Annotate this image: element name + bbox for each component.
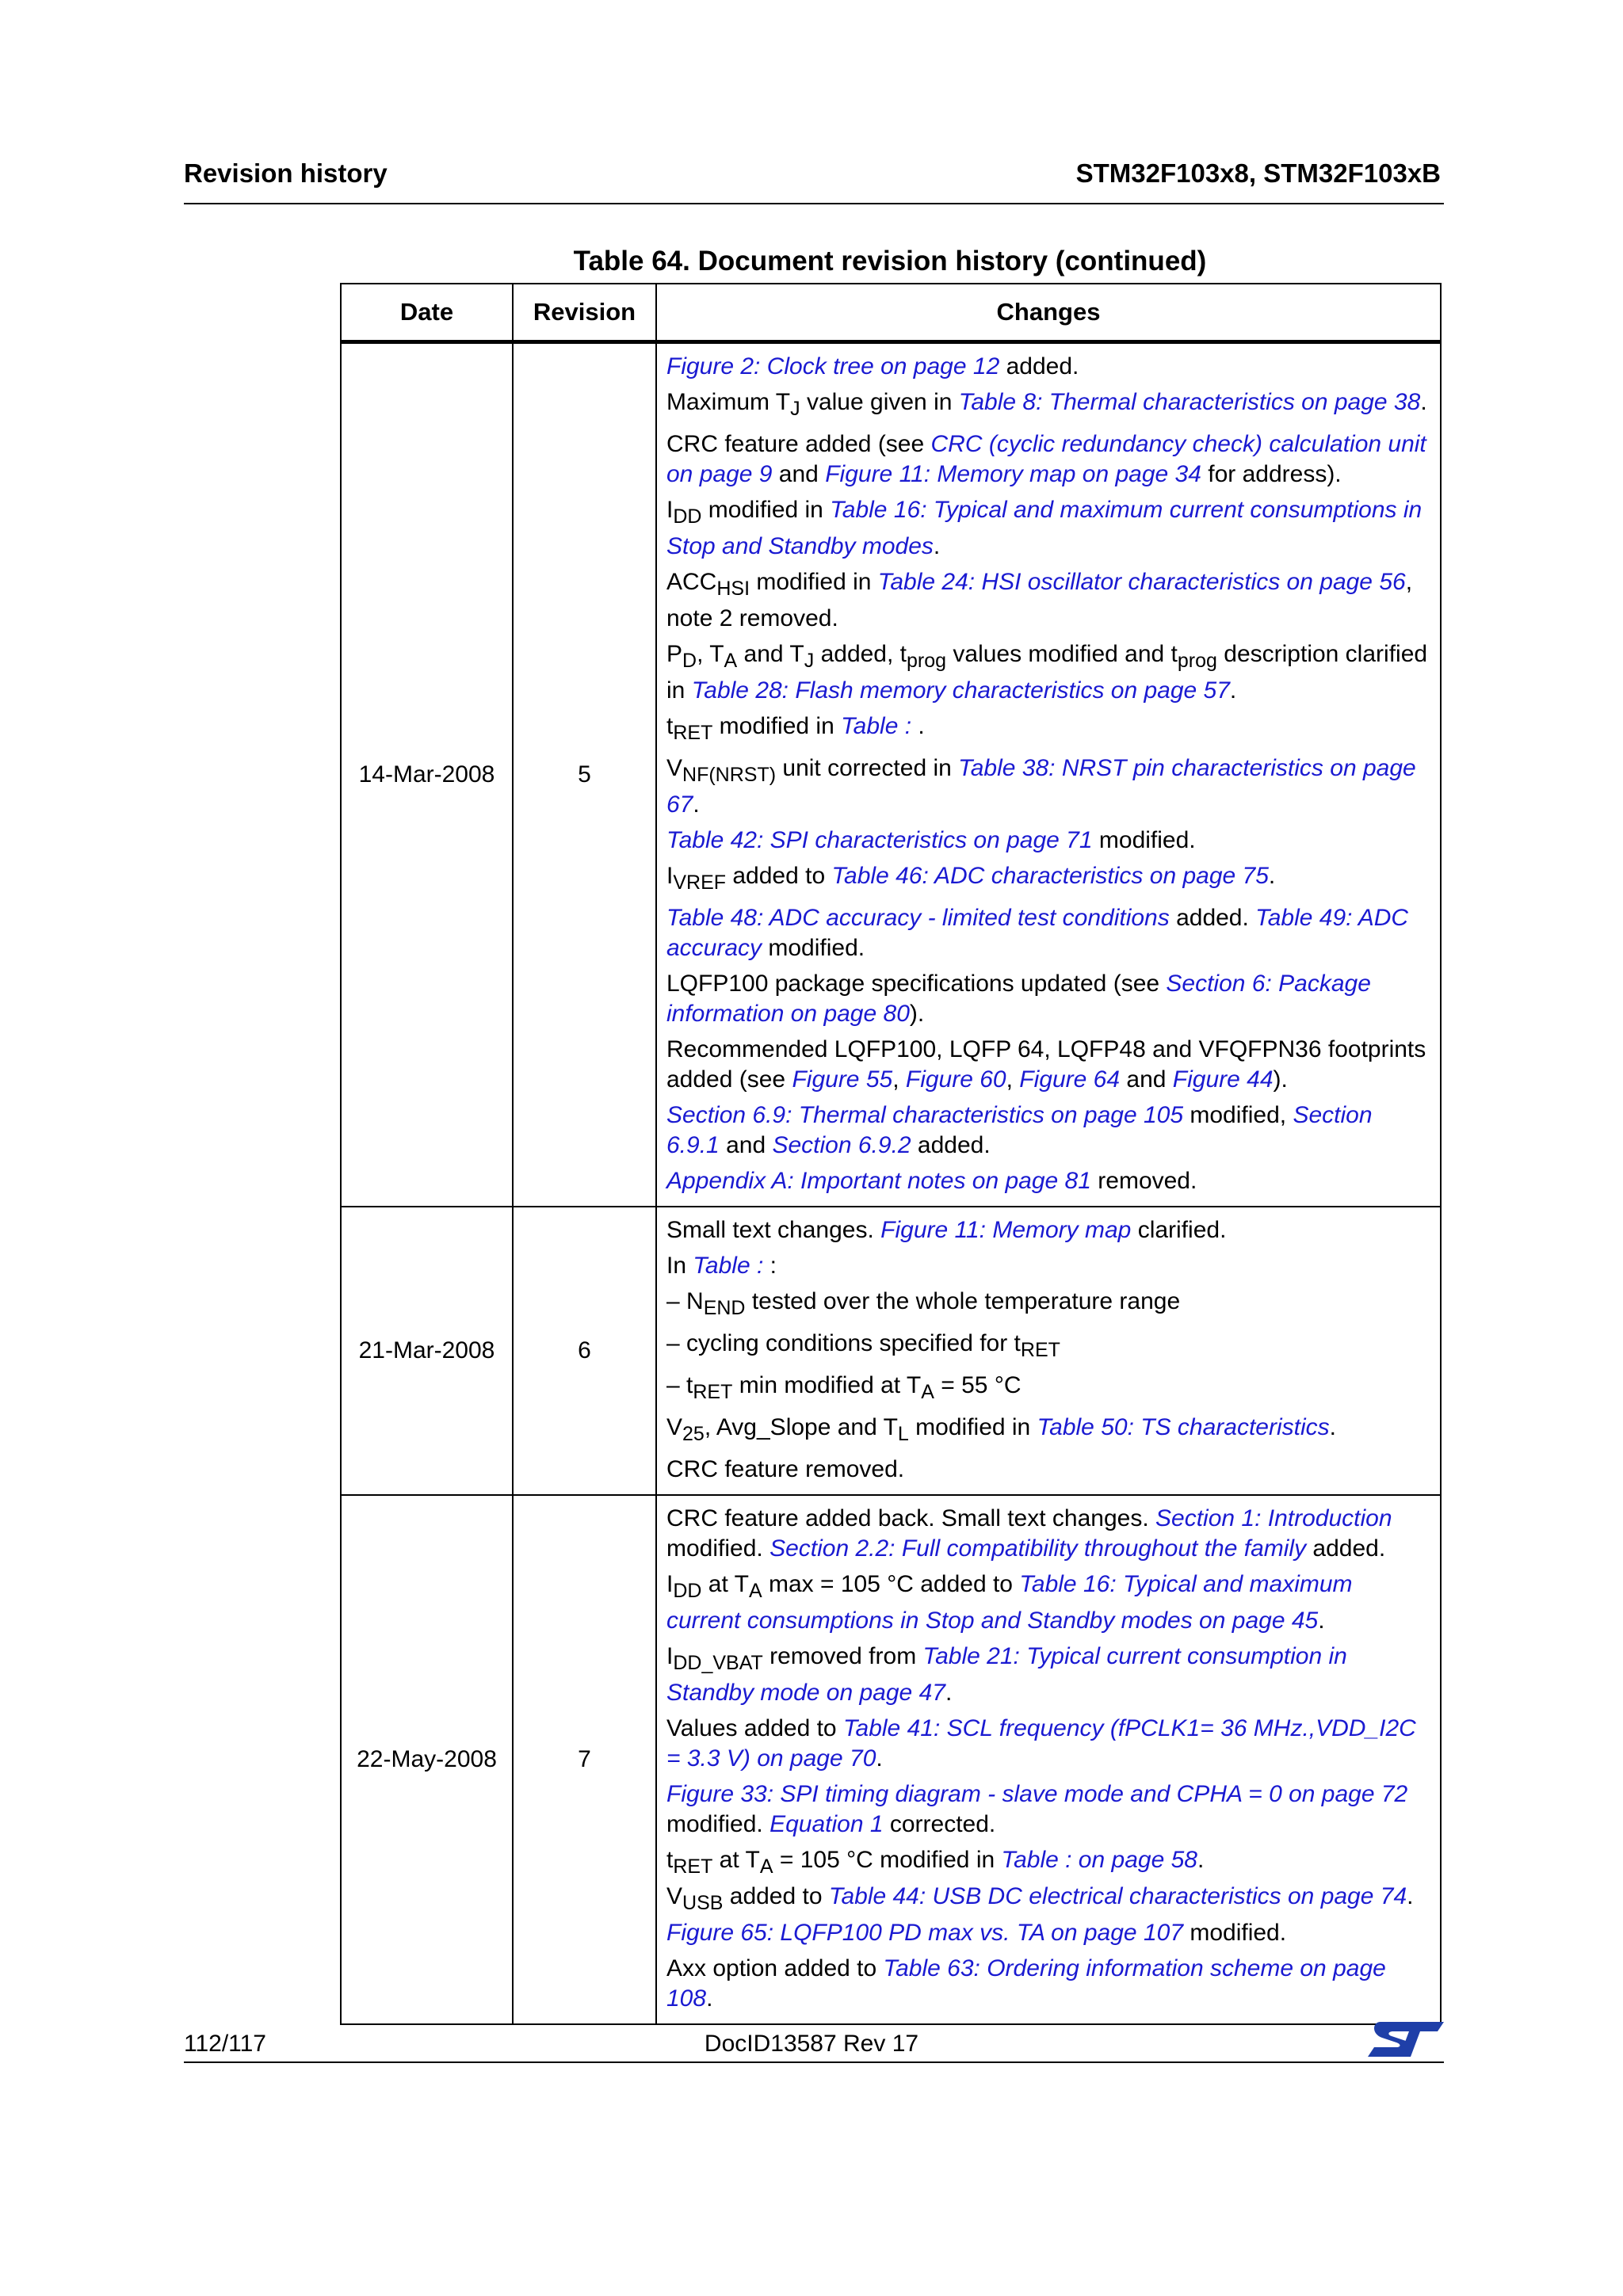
subscript-text: A [724, 650, 738, 672]
change-entry [666, 1714, 1429, 1774]
cross-reference-link[interactable]: Table 41: SCL frequency (fPCLK1= 36 MHz.,VDD_I2C = 3.3 V) on page 70 [666, 1715, 1416, 1772]
subscript-text: VREF [673, 871, 727, 894]
cross-reference-link[interactable]: Section 6.9: Thermal characteristics on page 105 [666, 1102, 1184, 1128]
header-product-name: STM32F103x8, STM32F103xB [1075, 158, 1441, 188]
footer-rule [184, 2061, 1444, 2063]
change-text: t [666, 1847, 674, 1873]
change-text: modified in [750, 569, 878, 595]
change-text: for address). [1201, 461, 1342, 487]
change-text: ACC [666, 569, 717, 595]
cross-reference-link[interactable]: Table : [841, 713, 918, 739]
change-text: added, t [814, 641, 907, 667]
change-text: at T [701, 1571, 749, 1597]
change-entry [666, 495, 1429, 562]
change-text: , [892, 1066, 906, 1093]
change-text: added. [999, 353, 1079, 379]
change-text: Values added to [666, 1715, 843, 1741]
subscript-text: RET [673, 1855, 713, 1878]
change-text: . [1329, 1414, 1336, 1440]
cross-reference-link[interactable]: Table 28: Flash memory characteristics on page 57 [691, 677, 1230, 704]
header-section-title: Revision history [184, 158, 388, 188]
subscript-text: A [921, 1381, 934, 1403]
change-text: at T [712, 1847, 760, 1873]
row-revision: 7 [513, 1495, 656, 2024]
change-entry [666, 639, 1429, 706]
change-text: , note 2 removed. [666, 569, 1413, 631]
change-text: t [666, 713, 674, 739]
cross-reference-link[interactable]: Figure 60 [905, 1066, 1006, 1093]
change-entry [666, 1413, 1429, 1449]
subscript-text: A [759, 1855, 773, 1878]
change-text: . [1318, 1608, 1325, 1634]
change-text: modified. [1183, 1920, 1287, 1946]
change-text: = 105 °C modified in [773, 1847, 1002, 1873]
cross-reference-link[interactable]: Table 46: ADC characteristics on page 75 [831, 863, 1269, 889]
change-text: , [1006, 1066, 1020, 1093]
change-text: . [918, 713, 925, 739]
change-entry [666, 1845, 1429, 1948]
row-changes [656, 1495, 1441, 2024]
change-text: V [666, 755, 683, 781]
row-date: 21-Mar-2008 [341, 1207, 513, 1495]
change-entry [666, 1954, 1429, 2014]
change-text: modified, [1183, 1102, 1293, 1128]
change-entry [666, 861, 1429, 898]
change-text: – N [666, 1288, 704, 1314]
footer-doc-id: DocID13587 Rev 17 [704, 2031, 919, 2057]
cross-reference-link[interactable]: Section 6.9.2 [772, 1132, 911, 1158]
change-entry [666, 387, 1429, 424]
subscript-text: L [897, 1423, 909, 1445]
change-text: tested over the whole temperature range [745, 1288, 1181, 1314]
change-text: ). [1273, 1066, 1288, 1093]
subscript-text: HSI [716, 578, 750, 600]
change-text: , T [697, 641, 724, 667]
change-text: – cycling conditions specified for t [666, 1330, 1021, 1356]
cross-reference-link[interactable]: Figure 64 [1019, 1066, 1121, 1093]
cross-reference-link[interactable]: Table 16: Typical and maximum current consumptions in Stop and Standby modes [666, 497, 1423, 559]
change-text: added to [723, 1883, 829, 1909]
footer-page-number: 112/117 [184, 2031, 266, 2057]
change-text: . [706, 1985, 713, 2012]
change-entry [666, 969, 1429, 1029]
subscript-text: J [804, 650, 815, 672]
cross-reference-link[interactable]: Table 24: HSI oscillator characteristics on page 56 [877, 569, 1406, 595]
change-text: In [666, 1253, 693, 1279]
cross-reference-link[interactable]: Figure 44 [1172, 1066, 1274, 1093]
subscript-text: DD [673, 1580, 702, 1602]
header-rule [184, 203, 1444, 204]
subscript-text: D [682, 650, 697, 672]
change-text: max = 105 °C added to [762, 1571, 1020, 1597]
cross-reference-link[interactable]: Figure 33: SPI timing diagram - slave mode and CPHA = 0 on page 72 [666, 1781, 1408, 1807]
change-text: modified. [1092, 827, 1196, 853]
cross-reference-link[interactable]: Table 38: NRST pin characteristics on page 67 [666, 755, 1416, 818]
cross-reference-link[interactable]: Figure 11: Memory map on page 34 [825, 461, 1201, 487]
change-text: value given in [800, 389, 959, 415]
change-text: added. [1169, 905, 1256, 931]
cross-reference-link[interactable]: Table 42: SPI characteristics on page 71 [666, 827, 1093, 853]
cross-reference-link[interactable]: Table 16: Typical and maximum current consumptions in Stop and Standby modes on page 45 [666, 1571, 1353, 1634]
subscript-text: RET [693, 1381, 733, 1403]
revision-history-table [340, 283, 1442, 2025]
row-revision: 5 [513, 342, 656, 1207]
change-text: corrected. [883, 1811, 996, 1837]
change-entry [666, 1455, 1429, 1485]
table-header-row [341, 284, 1441, 342]
subscript-text: prog [1177, 650, 1217, 672]
cross-reference-link[interactable]: CRC (cyclic redundancy check) calculation unit on page 9 [666, 431, 1426, 487]
cross-reference-link[interactable]: Table 49: ADC accuracy [666, 905, 1409, 961]
change-text: and [1120, 1066, 1173, 1093]
cross-reference-link[interactable]: Section 2.2: Full compatibility throughout the family [769, 1535, 1307, 1562]
subscript-text: A [748, 1580, 762, 1602]
change-entry [666, 352, 1429, 382]
change-entry [666, 1779, 1429, 1840]
cross-reference-link[interactable]: Section 1: Introduction [1155, 1505, 1392, 1531]
change-text: added. [1306, 1535, 1386, 1562]
change-text: V [666, 1883, 683, 1909]
column-header-date: Date [341, 284, 513, 342]
change-text: modified. [762, 935, 865, 961]
change-text: , Avg_Slope and T [704, 1414, 898, 1440]
change-text: CRC feature added (see [666, 431, 931, 457]
cross-reference-link[interactable]: Figure 11: Memory map [880, 1217, 1132, 1243]
change-text: removed. [1090, 1168, 1197, 1194]
subscript-text: 25 [682, 1423, 705, 1445]
cross-reference-link[interactable]: Equation 1 [769, 1811, 884, 1837]
row-date: 22-May-2008 [341, 1495, 513, 2024]
change-text: ). [909, 1001, 925, 1027]
change-entry [666, 1642, 1429, 1708]
table-row [341, 1495, 1441, 2024]
change-text: I [666, 1571, 674, 1597]
change-text: . [876, 1745, 883, 1772]
change-text: Axx option added to [666, 1955, 884, 1981]
change-text: I [666, 497, 674, 523]
row-revision: 6 [513, 1207, 656, 1495]
subscript-text: END [703, 1297, 746, 1319]
table-caption: Table 64. Document revision history (continued) [573, 246, 1207, 277]
cross-reference-link[interactable]: Table : on page 58 [1001, 1847, 1197, 1873]
change-text: min modified at T [732, 1372, 922, 1398]
subscript-text: USB [682, 1892, 724, 1914]
subscript-text: DD [673, 505, 702, 528]
change-entry [666, 753, 1429, 820]
row-changes [656, 1207, 1441, 1495]
cross-reference-link[interactable]: Section 6.9.1 [666, 1102, 1373, 1158]
cross-reference-link[interactable]: Table 8: Thermal characteristics on page 38 [958, 389, 1421, 415]
subscript-text: DD_VBAT [673, 1652, 763, 1674]
change-entry [666, 1287, 1429, 1323]
change-text: and T [737, 641, 804, 667]
change-entry [666, 567, 1429, 634]
change-text: modified in [908, 1414, 1037, 1440]
change-text: Recommended LQFP100, LQFP 64, LQFP48 and VFQFPN36 footprints added (see [666, 1036, 1426, 1093]
change-text: . [1197, 1847, 1205, 1873]
change-entry [666, 1166, 1429, 1196]
cross-reference-link[interactable]: Figure 55 [792, 1066, 893, 1093]
change-text: . [945, 1680, 953, 1706]
change-entry [666, 1329, 1429, 1365]
cross-reference-link[interactable]: Table 21: Typical current consumption in Standby mode on page 47 [666, 1643, 1347, 1706]
cross-reference-link[interactable]: Figure 2: Clock tree on page 12 [666, 353, 1000, 379]
change-text: modified in [701, 497, 831, 523]
subscript-text: prog [907, 650, 947, 672]
change-text: – t [666, 1372, 693, 1398]
cross-reference-link[interactable]: Section 6: Package information on page 80 [666, 971, 1371, 1027]
cross-reference-link[interactable]: Table 50: TS characteristics [1037, 1414, 1330, 1440]
cross-reference-link[interactable]: Table 48: ADC accuracy - limited test conditions [666, 905, 1170, 931]
row-changes [656, 342, 1441, 1207]
change-entry [666, 1035, 1429, 1095]
change-text: LQFP100 package specifications updated (see [666, 971, 1167, 997]
table-row [341, 1207, 1441, 1495]
change-text: description clarified in [666, 641, 1428, 704]
change-text: modified in [712, 713, 842, 739]
change-text: P [666, 641, 683, 667]
change-text: : [769, 1253, 777, 1279]
change-entry [666, 1569, 1429, 1636]
change-text: and [719, 1132, 773, 1158]
change-entry [666, 711, 1429, 748]
change-text: V [666, 1414, 683, 1440]
change-entry [666, 1251, 1429, 1281]
subscript-text: RET [1020, 1339, 1060, 1361]
subscript-text: J [790, 398, 800, 420]
change-text: . [1420, 389, 1427, 415]
change-text: modified. [666, 1811, 770, 1837]
change-entry [666, 1100, 1429, 1161]
change-text: unit corrected in [776, 755, 959, 781]
change-text: = 55 °C [934, 1372, 1022, 1398]
table-row [341, 342, 1441, 1207]
change-text: clarified. [1131, 1217, 1227, 1243]
change-text: . [1268, 863, 1276, 889]
cross-reference-link[interactable]: Table 44: USB DC electrical characteristics on page 74 [828, 1883, 1407, 1909]
change-text: removed from [762, 1643, 923, 1669]
cross-reference-link[interactable]: Table : [693, 1253, 770, 1279]
cross-reference-link[interactable]: Appendix A: Important notes on page 81 [666, 1168, 1091, 1194]
subscript-text: RET [673, 722, 713, 744]
change-text: . [933, 533, 941, 559]
change-text: modified. [666, 1535, 770, 1562]
cross-reference-link[interactable]: Figure 65: LQFP100 PD max vs. TA on page 107 [666, 1920, 1184, 1946]
change-text: added. [911, 1132, 991, 1158]
row-date: 14-Mar-2008 [341, 342, 513, 1207]
change-entry [666, 826, 1429, 856]
cross-reference-link[interactable]: Table 63: Ordering information scheme on page 108 [666, 1955, 1386, 2012]
change-text: CRC feature added back. Small text changes. [666, 1505, 1155, 1531]
change-text: . [693, 791, 700, 818]
change-text: values modified and t [946, 641, 1178, 667]
change-text: I [666, 1643, 674, 1669]
change-text: . [1407, 1883, 1414, 1909]
column-header-changes: Changes [656, 284, 1441, 342]
subscript-text: NF(NRST) [682, 764, 777, 786]
change-entry [666, 429, 1429, 490]
change-entry [666, 1215, 1429, 1245]
change-text: added to [726, 863, 832, 889]
column-header-revision: Revision [513, 284, 656, 342]
change-text: CRC feature removed. [666, 1456, 905, 1482]
change-entry [666, 903, 1429, 963]
change-entry [666, 1504, 1429, 1564]
change-text: . [1229, 677, 1237, 704]
change-entry [666, 1371, 1429, 1407]
st-logo-icon [1365, 2019, 1447, 2060]
change-text: Maximum T [666, 389, 791, 415]
change-text: Small text changes. [666, 1217, 881, 1243]
change-text: and [772, 461, 826, 487]
change-text: I [666, 863, 674, 889]
